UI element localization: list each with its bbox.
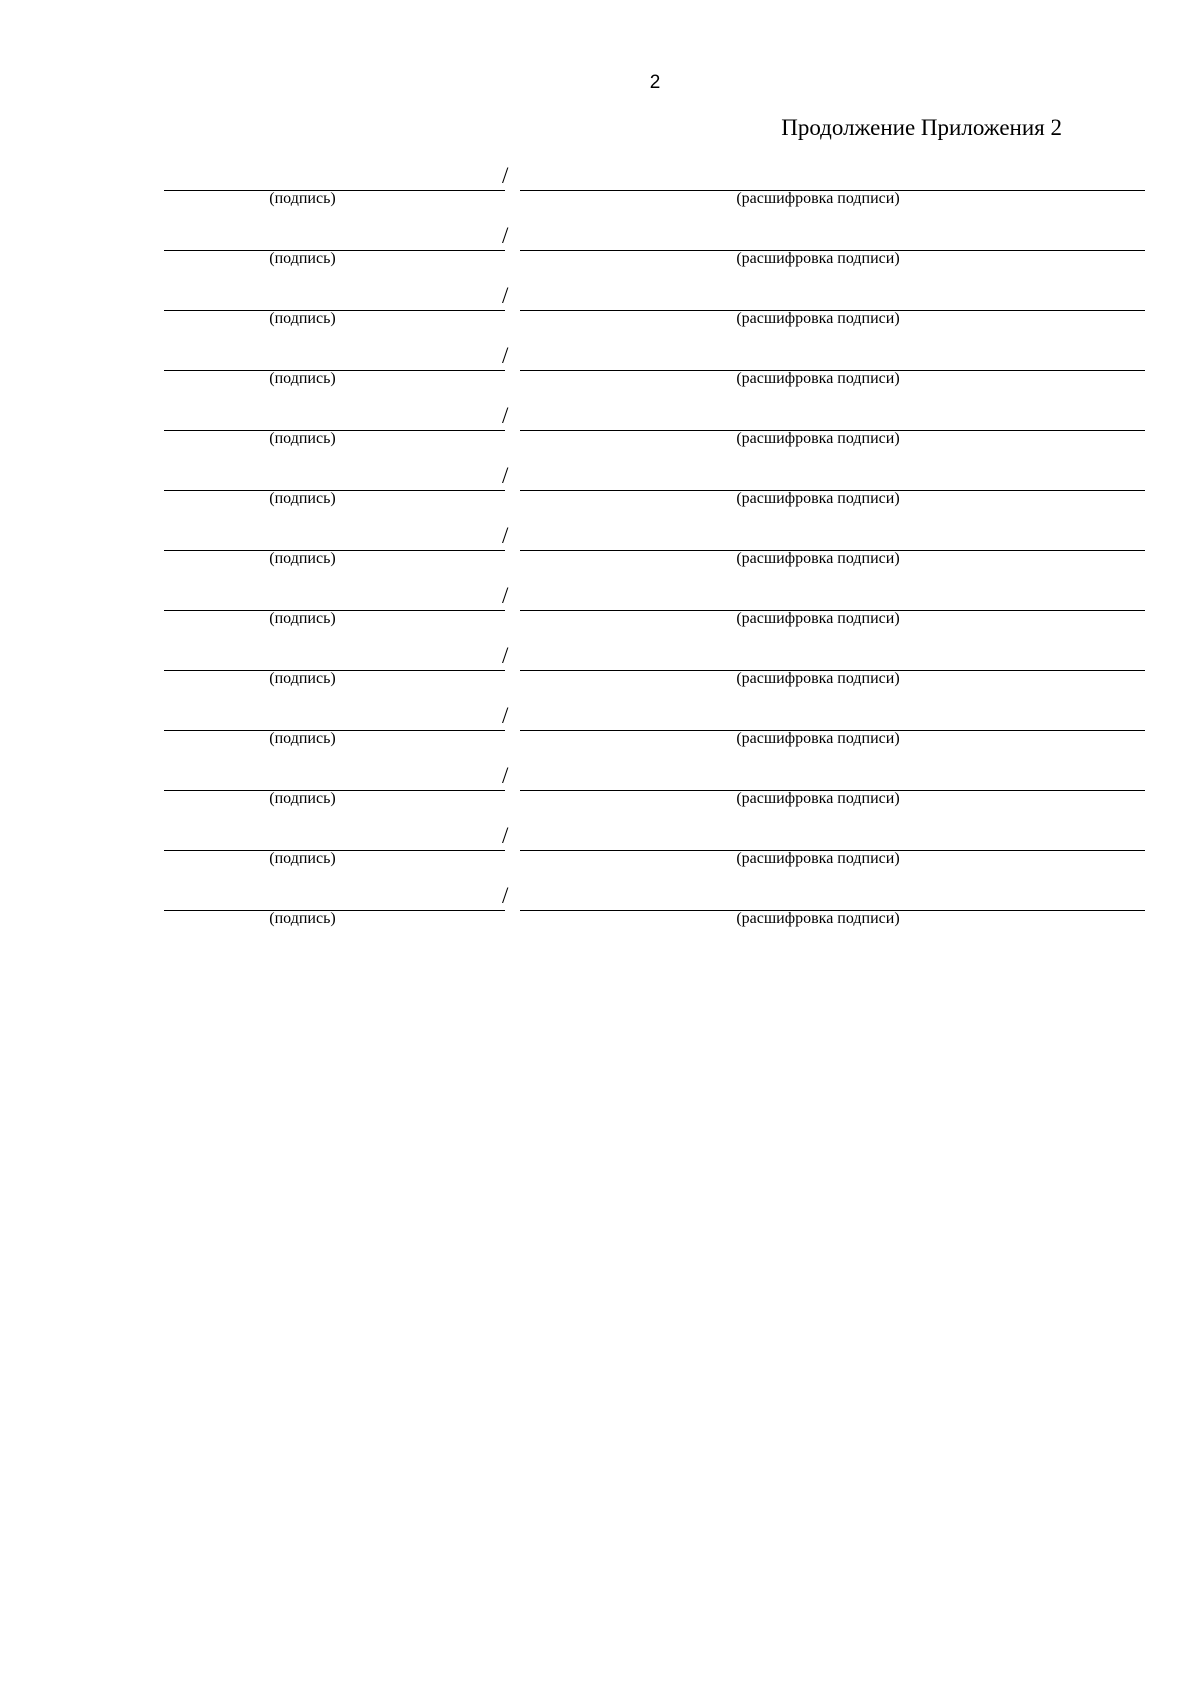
signature-row (0, 823, 1200, 910)
signature-decoding-caption: (расшифровка подписи) (736, 790, 900, 807)
signature-decoding-caption: (расшифровка подписи) (736, 430, 900, 447)
signature-decoding-caption: (расшифровка подписи) (736, 550, 900, 567)
slash-separator: / (502, 823, 509, 848)
signature-row (0, 223, 1200, 310)
signature-caption: (подпись) (269, 310, 336, 327)
signature-caption: (подпись) (269, 430, 336, 447)
signature-decoding-caption: (расшифровка подписи) (736, 610, 900, 627)
signature-row (0, 283, 1200, 370)
signature-decoding-caption: (расшифровка подписи) (736, 190, 900, 207)
signature-caption: (подпись) (269, 730, 336, 747)
slash-separator: / (502, 283, 509, 308)
signature-row (0, 643, 1200, 730)
signature-row (0, 463, 1200, 550)
signature-decoding-caption: (расшифровка подписи) (736, 490, 900, 507)
signature-decoding-caption: (расшифровка подписи) (736, 310, 900, 327)
slash-separator: / (502, 223, 509, 248)
signature-row (0, 163, 1200, 250)
signature-caption: (подпись) (269, 550, 336, 567)
signature-decoding-caption: (расшифровка подписи) (736, 370, 900, 387)
signature-caption: (подпись) (269, 670, 336, 687)
signature-row (0, 703, 1200, 790)
slash-separator: / (502, 583, 509, 608)
signature-row (0, 343, 1200, 430)
signature-caption: (подпись) (269, 790, 336, 807)
slash-separator: / (502, 703, 509, 728)
signature-row (0, 883, 1200, 970)
slash-separator: / (502, 343, 509, 368)
signature-caption: (подпись) (269, 250, 336, 267)
signature-caption: (подпись) (269, 490, 336, 507)
signature-decoding-caption: (расшифровка подписи) (736, 850, 900, 867)
slash-separator: / (502, 523, 509, 548)
signature-decoding-caption: (расшифровка подписи) (736, 910, 900, 927)
slash-separator: / (502, 163, 509, 188)
slash-separator: / (502, 763, 509, 788)
page-number: 2 (649, 72, 661, 93)
signature-row (0, 403, 1200, 490)
slash-separator: / (502, 883, 509, 908)
slash-separator: / (502, 403, 509, 428)
signature-decoding-caption: (расшифровка подписи) (736, 730, 900, 747)
signature-caption: (подпись) (269, 850, 336, 867)
signature-caption: (подпись) (269, 190, 336, 207)
signature-caption: (подпись) (269, 370, 336, 387)
slash-separator: / (502, 463, 509, 488)
signature-row (0, 583, 1200, 670)
signature-row (0, 763, 1200, 850)
slash-separator: / (502, 643, 509, 668)
appendix-title: Продолжение Приложения 2 (781, 115, 1062, 140)
signature-decoding-caption: (расшифровка подписи) (736, 670, 900, 687)
signature-caption: (подпись) (269, 910, 336, 927)
signature-row (0, 523, 1200, 610)
signature-caption: (подпись) (269, 610, 336, 627)
signature-decoding-caption: (расшифровка подписи) (736, 250, 900, 267)
